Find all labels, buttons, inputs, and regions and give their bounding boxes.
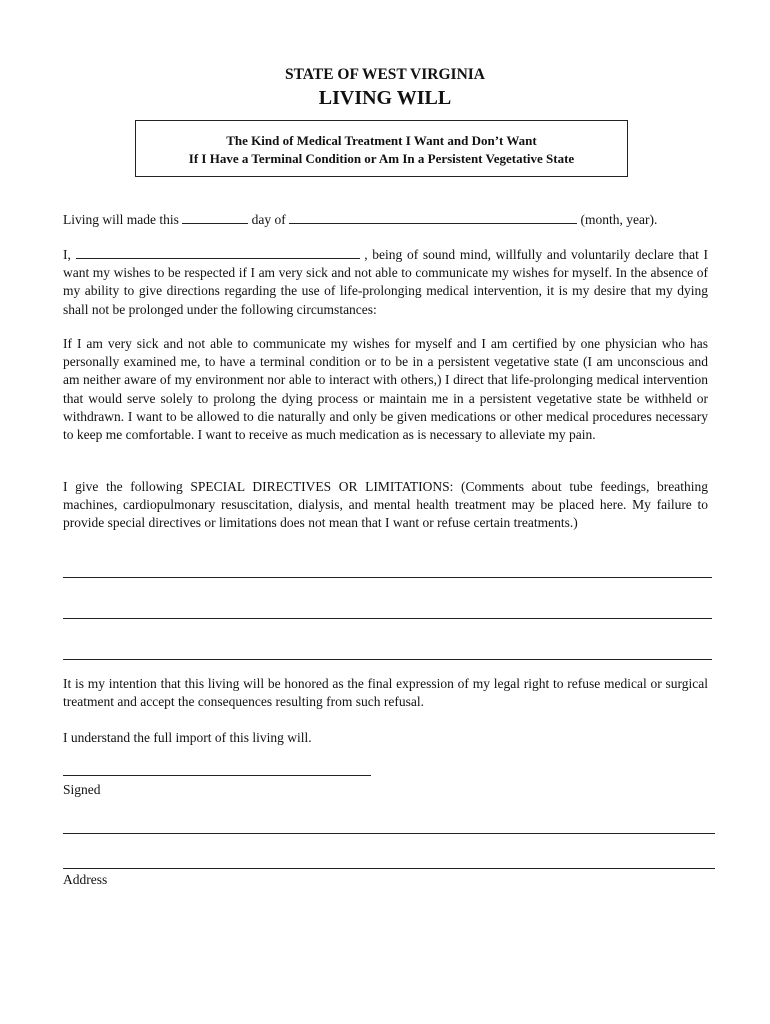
terminal-condition-paragraph: If I am very sick and not able to communicate my wishes for myself and I am certified by one physician who has personally examined me, to have a terminal condition or to be in a persistent vegetative state (I am unconscious and am neither aware of my environment nor able to interact with others,) I direct that life-prolonging medical intervention that would serve solely to prolong the dying process or maintain me in a persistent vegetative state be withheld or withdrawn. I want to be allowed to die naturally and only be given medications or other medical procedures necessary to keep me comfortable. I want to receive as much medication as is necessary to alleviate my pain. — [63, 336, 708, 443]
treatment-heading-box — [135, 120, 628, 177]
date-middle: day of — [251, 212, 286, 227]
date-suffix: (month, year). — [580, 212, 658, 227]
directive-line-2[interactable] — [63, 618, 712, 619]
month-year-blank[interactable] — [289, 211, 577, 224]
date-line — [63, 211, 708, 229]
understand-paragraph: I understand the full import of this living will. — [63, 730, 312, 745]
day-blank[interactable] — [182, 211, 248, 224]
address-label: Address — [63, 872, 108, 887]
box-line-1: The Kind of Medical Treatment I Want and Don’t Want — [226, 133, 537, 148]
declaration-paragraph — [63, 246, 708, 319]
special-directives-paragraph: I give the following SPECIAL DIRECTIVES OR LIMITATIONS: (Comments about tube feedings, breathing machines, cardiopulmonary resuscitation, dialysis, and mental health treatment may be placed here. My failure to provide special directives or limitations does not mean that I want or refuse certain treatments.) — [63, 479, 708, 531]
document-title: LIVING WILL — [318, 87, 452, 109]
declaration-text: , being of sound mind, willfully and voluntarily declare that I want my wishes to be respected if I am very sick and not able to communicate my wishes for myself. In the absence of my ability to give directions regarding the use of life-prolonging medical intervention, it is my desire that my dying shall not be prolonged under the following circumstances: — [63, 247, 709, 317]
box-line-2: If I Have a Terminal Condition or Am In a Persistent Vegetative State — [188, 151, 575, 166]
signature-line[interactable] — [63, 775, 371, 776]
date-prefix: Living will made this — [63, 212, 179, 227]
name-blank[interactable] — [76, 246, 360, 259]
state-title: STATE OF WEST VIRGINIA — [285, 66, 485, 83]
address-line-2[interactable] — [63, 868, 715, 869]
declaration-prefix: I, — [63, 247, 71, 262]
directive-line-1[interactable] — [63, 577, 712, 578]
directive-line-3[interactable] — [63, 659, 712, 660]
address-line-1[interactable] — [63, 833, 715, 834]
intention-paragraph: It is my intention that this living will be honored as the final expression of my legal right to refuse medical or surgical treatment and accept the consequences resulting from such refusal. — [63, 676, 708, 710]
signed-label: Signed — [63, 782, 101, 797]
